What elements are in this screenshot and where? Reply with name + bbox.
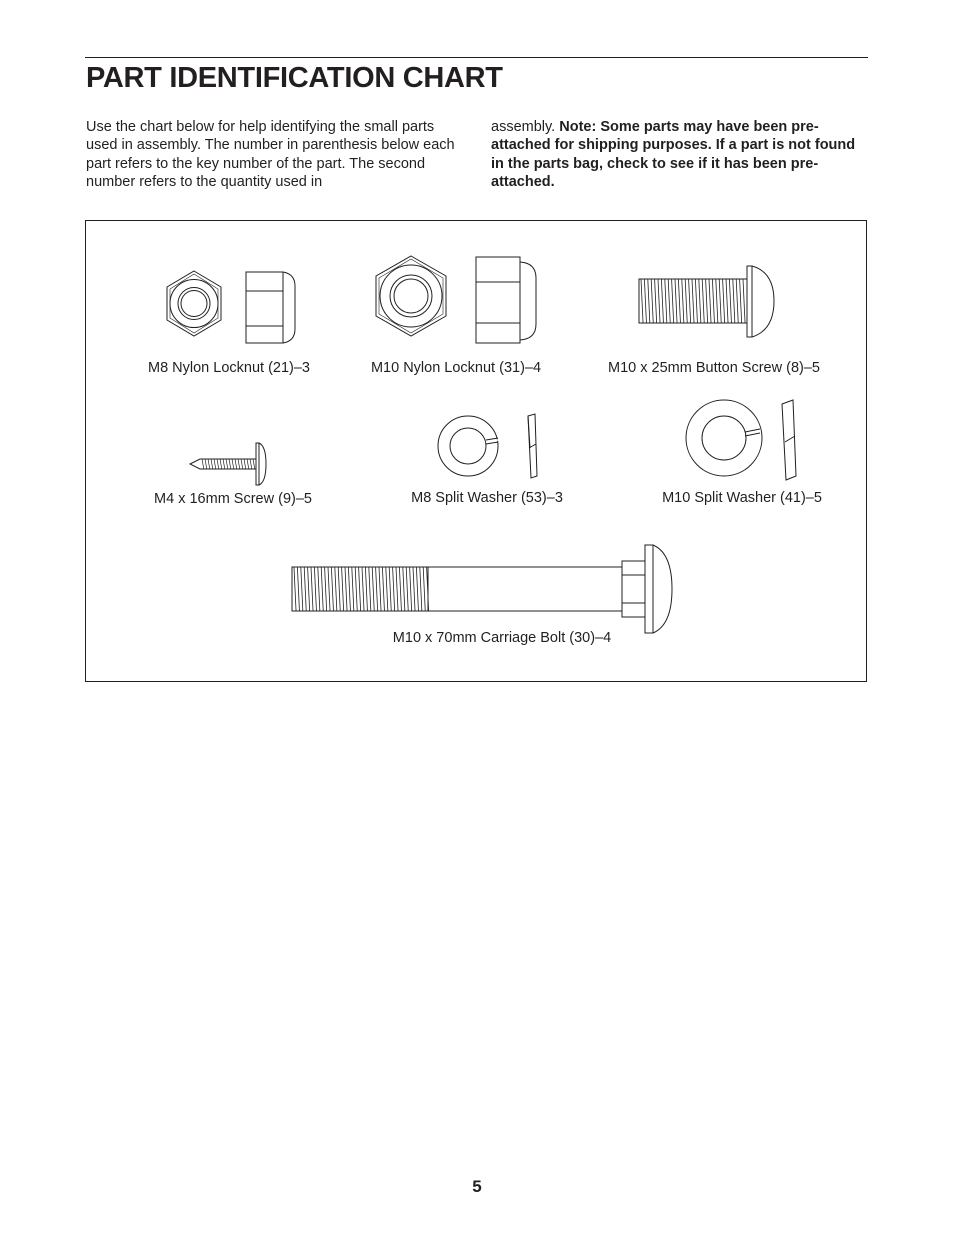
m8-nylon-locknut-icon <box>160 268 300 348</box>
part-label-m10-carriage-bolt: M10 x 70mm Carriage Bolt (30)–4 <box>392 630 612 646</box>
part-label-m4-screw: M4 x 16mm Screw (9)–5 <box>154 491 312 507</box>
intro-right-text <box>491 118 871 192</box>
page-number: 5 <box>472 1177 482 1196</box>
part-label-m8-split-washer: M8 Split Washer (53)–3 <box>411 490 563 506</box>
part-label-m10-nylon-locknut: M10 Nylon Locknut (31)–4 <box>370 360 542 376</box>
page-title: PART IDENTIFICATION CHART <box>86 62 503 94</box>
intro-left-text: Use the chart below for help identifying the small parts used in assembly. The number in parenthesis below each part refers to the key number of the part. The second number refers to the quantity used in <box>86 119 455 191</box>
part-label-m10-button-screw: M10 x 25mm Button Screw (8)–5 <box>608 360 820 376</box>
part-label-m10-split-washer: M10 Split Washer (41)–5 <box>662 490 822 506</box>
m10-carriage-bolt-icon <box>290 543 675 635</box>
m10-split-washer-icon <box>684 396 809 481</box>
m10-nylon-locknut-icon <box>374 254 544 349</box>
m4-screw-icon <box>186 440 271 490</box>
intro-right-note: Note: Some parts may have been pre-attached for shipping purposes. If a part is not found in the parts bag, check to see if it has been pre-attached. <box>491 119 856 191</box>
m10-button-screw-icon <box>636 264 781 339</box>
m8-split-washer-icon <box>436 410 556 480</box>
intro-right-plain: assembly. <box>491 119 560 135</box>
part-label-m8-nylon-locknut: M8 Nylon Locknut (21)–3 <box>148 360 310 376</box>
header-rule <box>85 57 868 58</box>
